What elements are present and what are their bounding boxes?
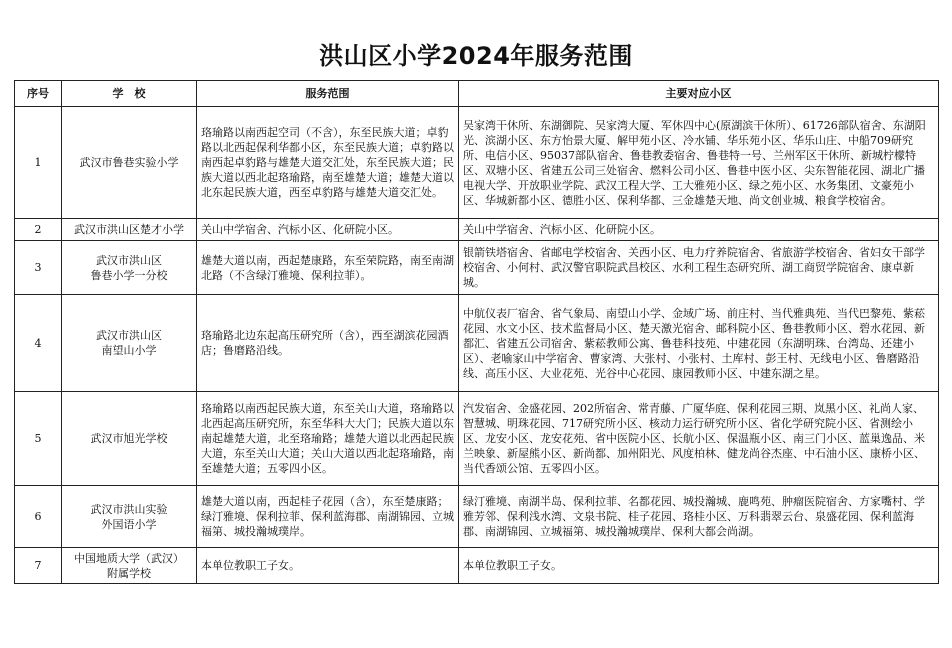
row-index: 5 [15, 392, 62, 486]
row-school: 武汉市旭光学校 [62, 392, 197, 486]
row-index: 4 [15, 295, 62, 392]
table-row [15, 219, 939, 241]
row-school: 武汉市鲁巷实验小学 [62, 107, 197, 219]
row-index: 2 [15, 219, 62, 241]
row-range: 本单位教职工子女。 [197, 548, 459, 584]
table-row [15, 486, 939, 548]
header-range: 服务范围 [197, 81, 459, 107]
table-header-row [15, 81, 939, 107]
table-row [15, 548, 939, 584]
row-communities: 本单位教职工子女。 [459, 548, 939, 584]
row-school: 中国地质大学（武汉） 附属学校 [62, 548, 197, 584]
row-school: 武汉市洪山实验 外国语小学 [62, 486, 197, 548]
table-row [15, 241, 939, 295]
table-row [15, 392, 939, 486]
header-communities: 主要对应小区 [459, 81, 939, 107]
row-school: 武汉市洪山区 南望山小学 [62, 295, 197, 392]
row-school: 武汉市洪山区楚才小学 [62, 219, 197, 241]
page-title: 洪山区小学2024年服务范围 [319, 42, 633, 70]
row-communities: 汽发宿舍、金盛花园、202所宿舍、常青藤、广厦华庭、保利花园三期、岚黑小区、礼尚人家、智慧城、明珠花园、717研究所小区、核动力运行研究所小区、省化学研究院小区、省测绘小区、龙安小区、龙安花苑、省中医院小区、长航小区、保温瓶小区、南三门小区、蓝巢逸品、米兰映象、新屋熊小区、新尚都、加州阳光、风度柏林、健龙尚谷杰座、中石油小区、康桥小区、当代香颂公馆、五零四小区。 [459, 392, 939, 486]
row-range: 珞瑜路以南西起空司（不含），东至民族大道；卓豹路以北西起保利华都小区，东至民族大道；卓豹路以南西起卓豹路与雄楚大道交汇处，东至民族大道；民族大道以西北起珞瑜路，南至雄楚大道；雄楚大道以北东起民族大道，西至卓豹路与雄楚大道交汇处。 [197, 107, 459, 219]
table-row [15, 295, 939, 392]
service-range-table [14, 80, 939, 584]
row-range: 雄楚大道以南，西起桂子花园（含），东至楚康路；绿汀雅境、保利拉菲、保利蓝海郡、南湖锦园、立城福第、城投瀚城璞岸。 [197, 486, 459, 548]
row-communities: 绿汀雅境、南湖半岛、保利拉菲、名都花园、城投瀚城、鹿鸣苑、肿瘤医院宿舍、方家嘴村、学雅芳邻、保利浅水湾、文泉书院、桂子花园、珞桂小区、万科翡翠云台、泉盛花园、保利蓝海郡、南湖锦园、立城福第、城投瀚城璞岸、保利大都会尚湖。 [459, 486, 939, 548]
row-range: 雄楚大道以南，西起楚康路，东至荣院路，南至南湖北路（不含绿汀雅境、保利拉菲）。 [197, 241, 459, 295]
header-index: 序号 [15, 81, 62, 107]
row-index: 3 [15, 241, 62, 295]
row-index: 1 [15, 107, 62, 219]
row-communities: 中航仪表厂宿舍、省气象局、南望山小学、金域广场、前庄村、当代雅典苑、当代巴黎苑、紫菘花园、水文小区、技术监督局小区、楚天激光宿舍、邮科院小区、鲁巷教师小区、碧水花园、新都汇、省建五公司宿舍、紫菘教师公寓、鲁巷科技苑、中建花园（东湖明珠、台湾岛、还建小区）、老喻家山中学宿舍、曹家湾、大张村、小张村、土库村、彭王村、无线电小区、鲁磨路沿线、高压小区、大业花苑、光谷中心花园、康园教师小区、中建东湖之星。 [459, 295, 939, 392]
row-index: 6 [15, 486, 62, 548]
row-index: 7 [15, 548, 62, 584]
row-communities: 关山中学宿舍、汽标小区、化研院小区。 [459, 219, 939, 241]
row-communities: 银箭铁塔宿舍、省邮电学校宿舍、关西小区、电力疗养院宿舍、省旅游学校宿舍、省妇女干部学校宿舍、小何村、武汉警官职院武昌校区、水利工程生态研究所、湖工商贸学院宿舍、康卓新城。 [459, 241, 939, 295]
row-school: 武汉市洪山区 鲁巷小学一分校 [62, 241, 197, 295]
row-range: 关山中学宿舍、汽标小区、化研院小区。 [197, 219, 459, 241]
row-range: 珞瑜路以南西起民族大道，东至关山大道，珞瑜路以北西起高压研究所，东至华科大大门；民族大道以东南起雄楚大道，北至珞瑜路；雄楚大道以北西起民族大道，东至关山大道；关山大道以西北起珞瑜路，南至雄楚大道；五零四小区。 [197, 392, 459, 486]
header-school: 学 校 [62, 81, 197, 107]
row-range: 珞瑜路北边东起高压研究所（含），西至湖滨花园酒店；鲁磨路沿线。 [197, 295, 459, 392]
row-communities: 吴家湾干休所、东湖御院、吴家湾大厦、军休四中心(原湖滨干休所）、61726部队宿舍、东湖阳光、滨湖小区、东方怡景大厦、解甲苑小区、冷水铺、华乐苑小区、华乐山庄、中船709研究所、电信小区、95037部队宿舍、鲁巷教委宿舍、鲁巷特一号、兰州军区干休所、新城柠檬特区、双塘小区、省建五公司三处宿舍、燃料公司小区、鲁巷中医小区、尖东智能花园、湖北广播电视大学、开放职业学院、武汉工程大学、工大雅苑小区、绿之苑小区、水务集团、文豪苑小区、华城新都小区、德胜小区、保利华都、三金雄楚天地、尚文创业城、粮食学校宿舍。 [459, 107, 939, 219]
table-row [15, 107, 939, 219]
